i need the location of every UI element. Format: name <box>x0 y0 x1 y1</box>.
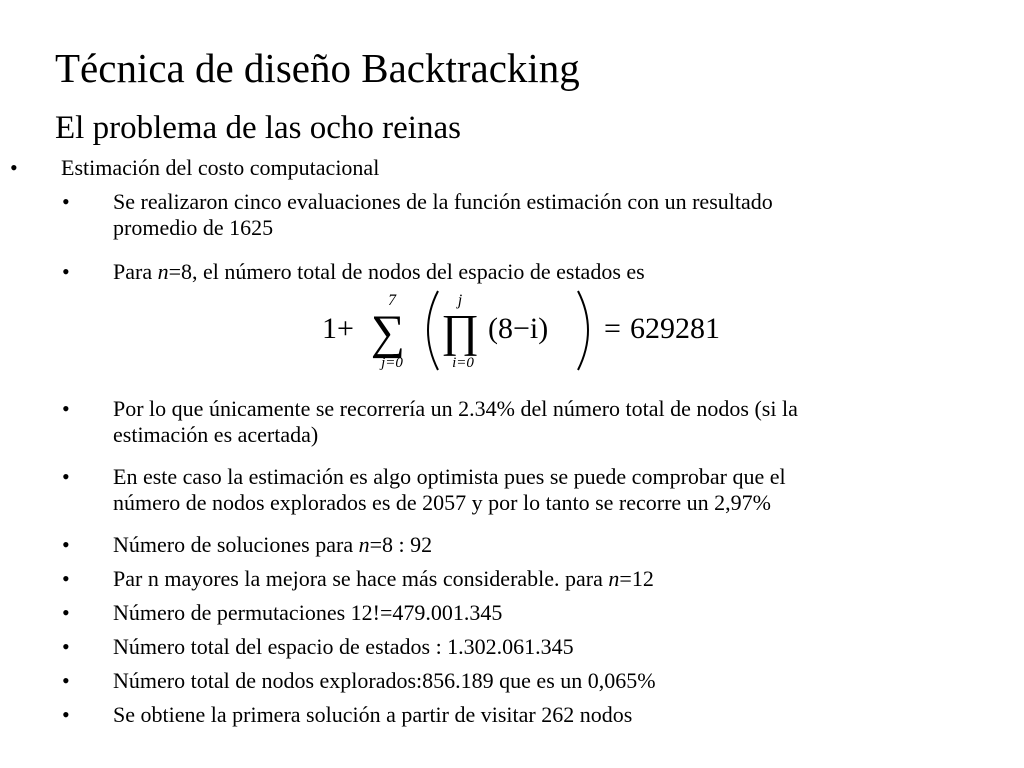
formula-result: 629281 <box>630 312 720 345</box>
right-paren-large <box>578 291 588 370</box>
list-item-line: Número de permutaciones 12!=479.001.345 <box>113 600 503 625</box>
formula <box>320 288 750 374</box>
bullet-dot: • <box>62 634 70 659</box>
formula-term: (8−i) <box>488 312 549 345</box>
bullet-dot: • <box>62 566 70 591</box>
text-prefix: Número de soluciones para <box>113 532 359 557</box>
formula-one-plus: 1+ <box>322 312 354 345</box>
text-prefix: Par n mayores la mejora se hace más considerable. para <box>113 566 609 591</box>
bullet-dot: • <box>62 668 70 693</box>
list-item-line <box>113 566 1003 592</box>
formula-sum-lower: j=0 <box>381 355 403 371</box>
list-item-line <box>113 532 1003 558</box>
math-variable: n <box>157 259 169 284</box>
math-variable: n <box>608 566 620 591</box>
formula-equals: = <box>604 312 621 345</box>
text-suffix: =8, el número total de nodos del espacio de estados es <box>168 259 645 284</box>
list-item-line: Número total del espacio de estados : 1.302.061.345 <box>113 634 574 659</box>
bullet-dot: • <box>10 155 18 180</box>
text-suffix: =8 : 92 <box>369 532 433 557</box>
list-item-line: número de nodos explorados es de 2057 y por lo tanto se recorre un 2,97% <box>113 490 772 515</box>
sum-symbol: ∑ <box>370 306 406 359</box>
list-item-line: estimación es acertada) <box>113 422 319 447</box>
formula-sum-upper: 7 <box>388 292 396 309</box>
bullet-dot: • <box>62 464 70 489</box>
bullet-dot: • <box>62 702 70 727</box>
bullet-dot: • <box>62 259 70 284</box>
product-symbol: ∏ <box>441 305 479 356</box>
slide-subtitle: El problema de las ocho reinas <box>55 110 461 146</box>
list-item-line: Se realizaron cinco evaluaciones de la función estimación con un resultado <box>113 189 773 214</box>
slide-title: Técnica de diseño Backtracking <box>55 45 580 91</box>
bullet-dot: • <box>62 532 70 557</box>
bullet-dot: • <box>62 189 70 214</box>
list-item-text: Estimación del costo computacional <box>61 155 380 180</box>
bullet-dot: • <box>62 396 70 421</box>
text-prefix: Para <box>113 259 158 284</box>
list-item-line: promedio de 1625 <box>113 215 274 240</box>
list-item-line: En este caso la estimación es algo optimista pues se puede comprobar que el <box>113 464 786 489</box>
formula-svg <box>320 288 750 374</box>
list-item-line: Se obtiene la primera solución a partir de visitar 262 nodos <box>113 702 633 727</box>
bullet-dot: • <box>62 600 70 625</box>
formula-prod-lower: i=0 <box>452 355 474 371</box>
left-paren-large <box>428 291 438 370</box>
list-item-line: Número total de nodos explorados:856.189 que es un 0,065% <box>113 668 656 693</box>
list-item-line: Por lo que únicamente se recorrería un 2.34% del número total de nodos (si la <box>113 396 798 421</box>
formula-prod-upper: j <box>457 292 463 309</box>
list-item-line <box>113 259 1003 285</box>
text-suffix: =12 <box>619 566 654 591</box>
math-variable: n <box>358 532 370 557</box>
